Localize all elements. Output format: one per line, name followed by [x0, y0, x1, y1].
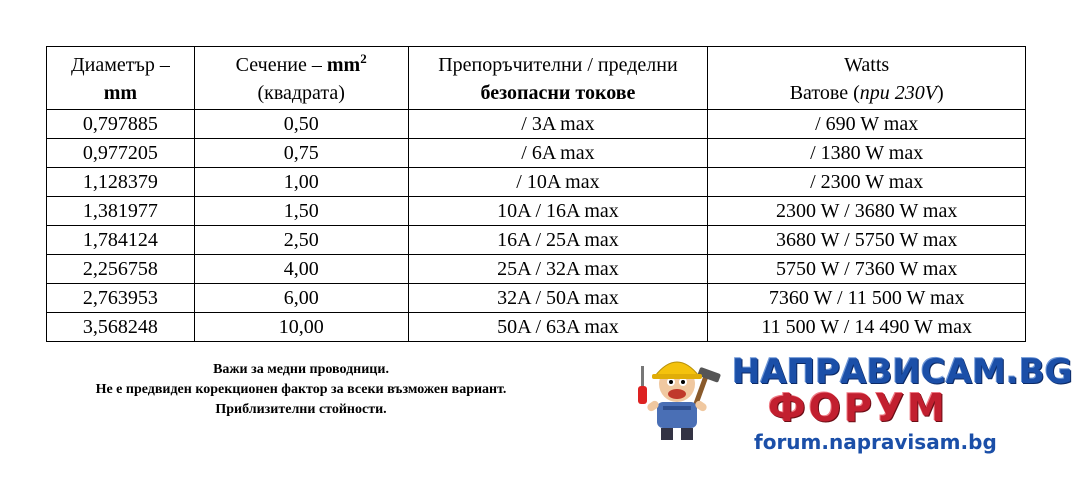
cell-diameter: 0,977205 [47, 139, 195, 168]
cell-watts: 7360 W / 11 500 W max [708, 284, 1026, 313]
table-row [47, 139, 1026, 168]
cell-current: 32A / 50A max [408, 284, 708, 313]
logo-forum-title: ФОРУМ [768, 386, 948, 430]
cell-section: 0,75 [194, 139, 408, 168]
table-row [47, 110, 1026, 139]
header-diameter: Диаметър – mm [47, 47, 195, 110]
cell-section: 0,50 [194, 110, 408, 139]
logo-url: forum.napravisam.bg [754, 430, 997, 454]
table-row [47, 313, 1026, 342]
table-header-row [47, 47, 1026, 110]
table-row [47, 226, 1026, 255]
note-approx: Приблизителни стойности. [215, 402, 387, 417]
notes [46, 360, 556, 420]
table-row [47, 255, 1026, 284]
cell-current: 50A / 63A max [408, 313, 708, 342]
cell-section: 10,00 [194, 313, 408, 342]
cell-watts: / 690 W max [708, 110, 1026, 139]
table-row [47, 168, 1026, 197]
cell-section: 4,00 [194, 255, 408, 284]
cell-diameter: 1,381977 [47, 197, 195, 226]
header-watts: Watts Ватове (при 230V) [708, 47, 1026, 110]
cell-current: 10A / 16A max [408, 197, 708, 226]
cell-watts: 3680 W / 5750 W max [708, 226, 1026, 255]
cell-current: / 10A max [408, 168, 708, 197]
cell-diameter: 0,797885 [47, 110, 195, 139]
header-currents: Препоръчителни / пределни безопасни токове [408, 47, 708, 110]
cell-section: 6,00 [194, 284, 408, 313]
cell-current: 25A / 32A max [408, 255, 708, 284]
cell-diameter: 1,128379 [47, 168, 195, 197]
cell-diameter: 3,568248 [47, 313, 195, 342]
table-row [47, 197, 1026, 226]
cell-current: / 3A max [408, 110, 708, 139]
handyman-mascot-icon [635, 344, 721, 444]
cell-diameter: 2,256758 [47, 255, 195, 284]
cell-diameter: 2,763953 [47, 284, 195, 313]
cell-watts: 11 500 W / 14 490 W max [708, 313, 1026, 342]
cell-current: / 6A max [408, 139, 708, 168]
cell-watts: / 2300 W max [708, 168, 1026, 197]
cell-watts: 5750 W / 7360 W max [708, 255, 1026, 284]
cell-section: 2,50 [194, 226, 408, 255]
cell-watts: 2300 W / 3680 W max [708, 197, 1026, 226]
note-copper: Важи за медни проводници. [213, 362, 389, 377]
cell-section: 1,50 [194, 197, 408, 226]
logo-wordmark: НАПРАВИСАМ.BG [732, 352, 1073, 392]
wire-specs-table [46, 46, 1026, 342]
cell-watts: / 1380 W max [708, 139, 1026, 168]
note-correction: Не е предвиден корекционен фактор за всеки възможен вариант. [95, 382, 507, 397]
header-section: Сечение – $mm^2$ (квадрата) [194, 47, 408, 110]
cell-diameter: 1,784124 [47, 226, 195, 255]
cell-current: 16A / 25A max [408, 226, 708, 255]
cell-section: 1,00 [194, 168, 408, 197]
table-row [47, 284, 1026, 313]
